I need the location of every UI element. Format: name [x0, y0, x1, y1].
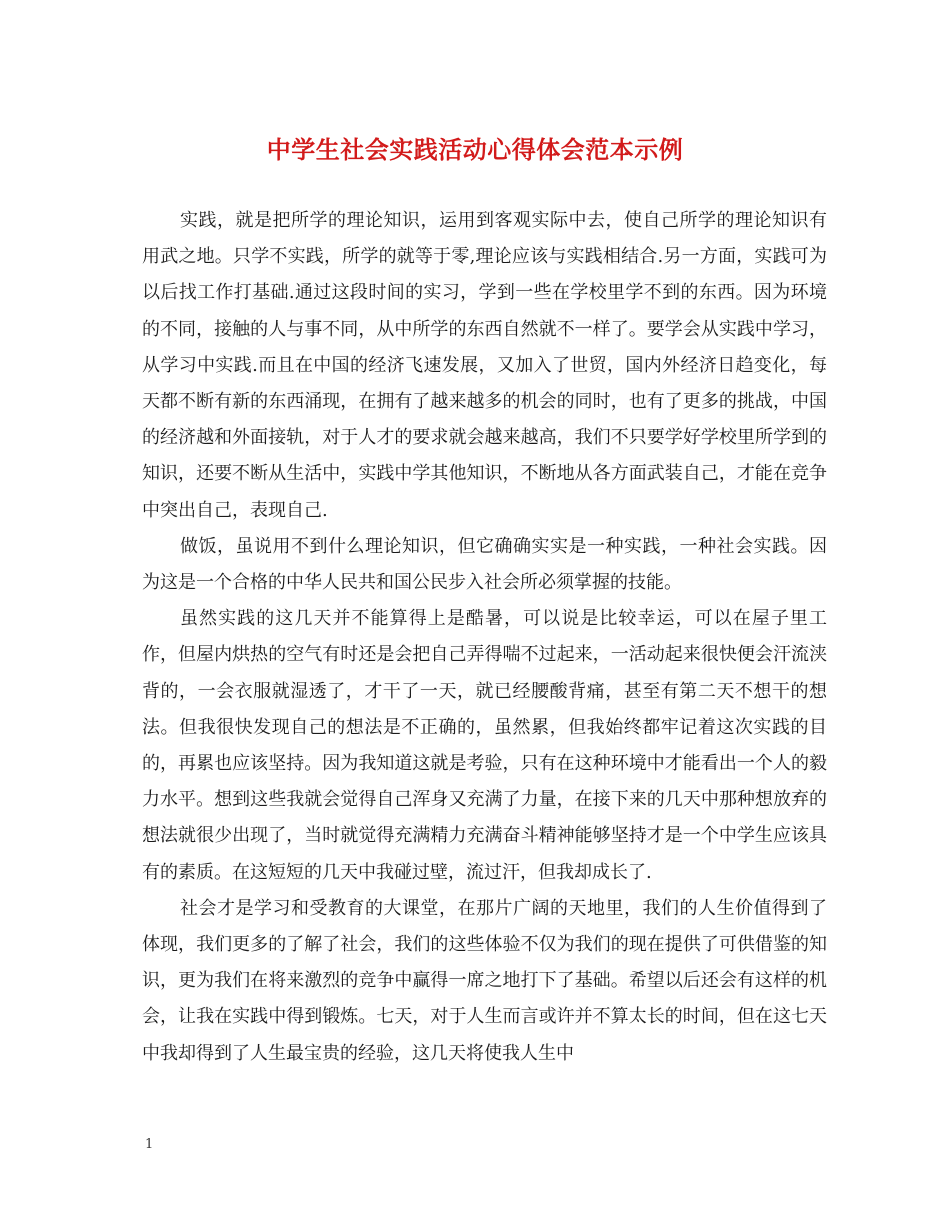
document-title: 中学生社会实践活动心得体会范本示例 — [266, 135, 684, 164]
paragraph-2: 做饭，虽说用不到什么理论知识，但它确确实实是一种实践，一种社会实践。因为这是一个合格的中华人民共和国公民步入社会所必须掌握的技能。 — [142, 535, 827, 594]
page-number: 1 — [145, 1137, 154, 1152]
paragraph-3: 虽然实践的这几天并不能算得上是酷暑，可以说是比较幸运，可以在屋子里工作，但屋内烘热的空气有时还是会把自己弄得喘不过起来，一活动起来很快便会汗流浃背的，一会衣服就湿透了，才干了一天，就已经腰酸背痛，甚至有第二天不想干的想法。但我很快发现自己的想法是不正确的，虽然累，但我始终都牢记着这次实践的目的，再累也应该坚持。因为我知道这就是考验，只有在这种环境中才能看出一个人的毅力水平。想到这些我就会觉得自己浑身又充满了力量，在接下来的几天中那种想放弃的想法就很少出现了，当时就觉得充满精力充满奋斗精神能够坚持才是一个中学生应该具有的素质。在这短短的几天中我碰过壁，流过汗，但我却成长了. — [142, 608, 827, 883]
document-body — [142, 203, 827, 1072]
paragraph-1: 实践，就是把所学的理论知识，运用到客观实际中去，使自己所学的理论知识有用武之地。只学不实践，所学的就等于零,理论应该与实践相结合.另一方面，实践可为以后找工作打基础.通过这段时间的实习，学到一些在学校里学不到的东西。因为环境的不同，接触的人与事不同，从中所学的东西自然就不一样了。要学会从实践中学习，从学习中实践.而且在中国的经济飞速发展，又加入了世贸，国内外经济日趋变化，每天都不断有新的东西涌现，在拥有了越来越多的机会的同时，也有了更多的挑战，中国的经济越和外面接轨，对于人才的要求就会越来越高，我们不只要学好学校里所学到的知识，还要不断从生活中，实践中学其他知识，不断地从各方面武装自己，才能在竞争中突出自己，表现自己. — [142, 210, 827, 521]
paragraph-4: 社会才是学习和受教育的大课堂，在那片广阔的天地里，我们的人生价值得到了体现，我们更多的了解了社会，我们的这些体验不仅为我们的现在提供了可供借鉴的知识，更为我们在将来激烈的竞争中赢得一席之地打下了基础。希望以后还会有这样的机会，让我在实践中得到锻炼。七天，对于人生而言或许并不算太长的时间，但在这七天中我却得到了人生最宝贵的经验，这几天将使我人生中 — [142, 897, 827, 1064]
